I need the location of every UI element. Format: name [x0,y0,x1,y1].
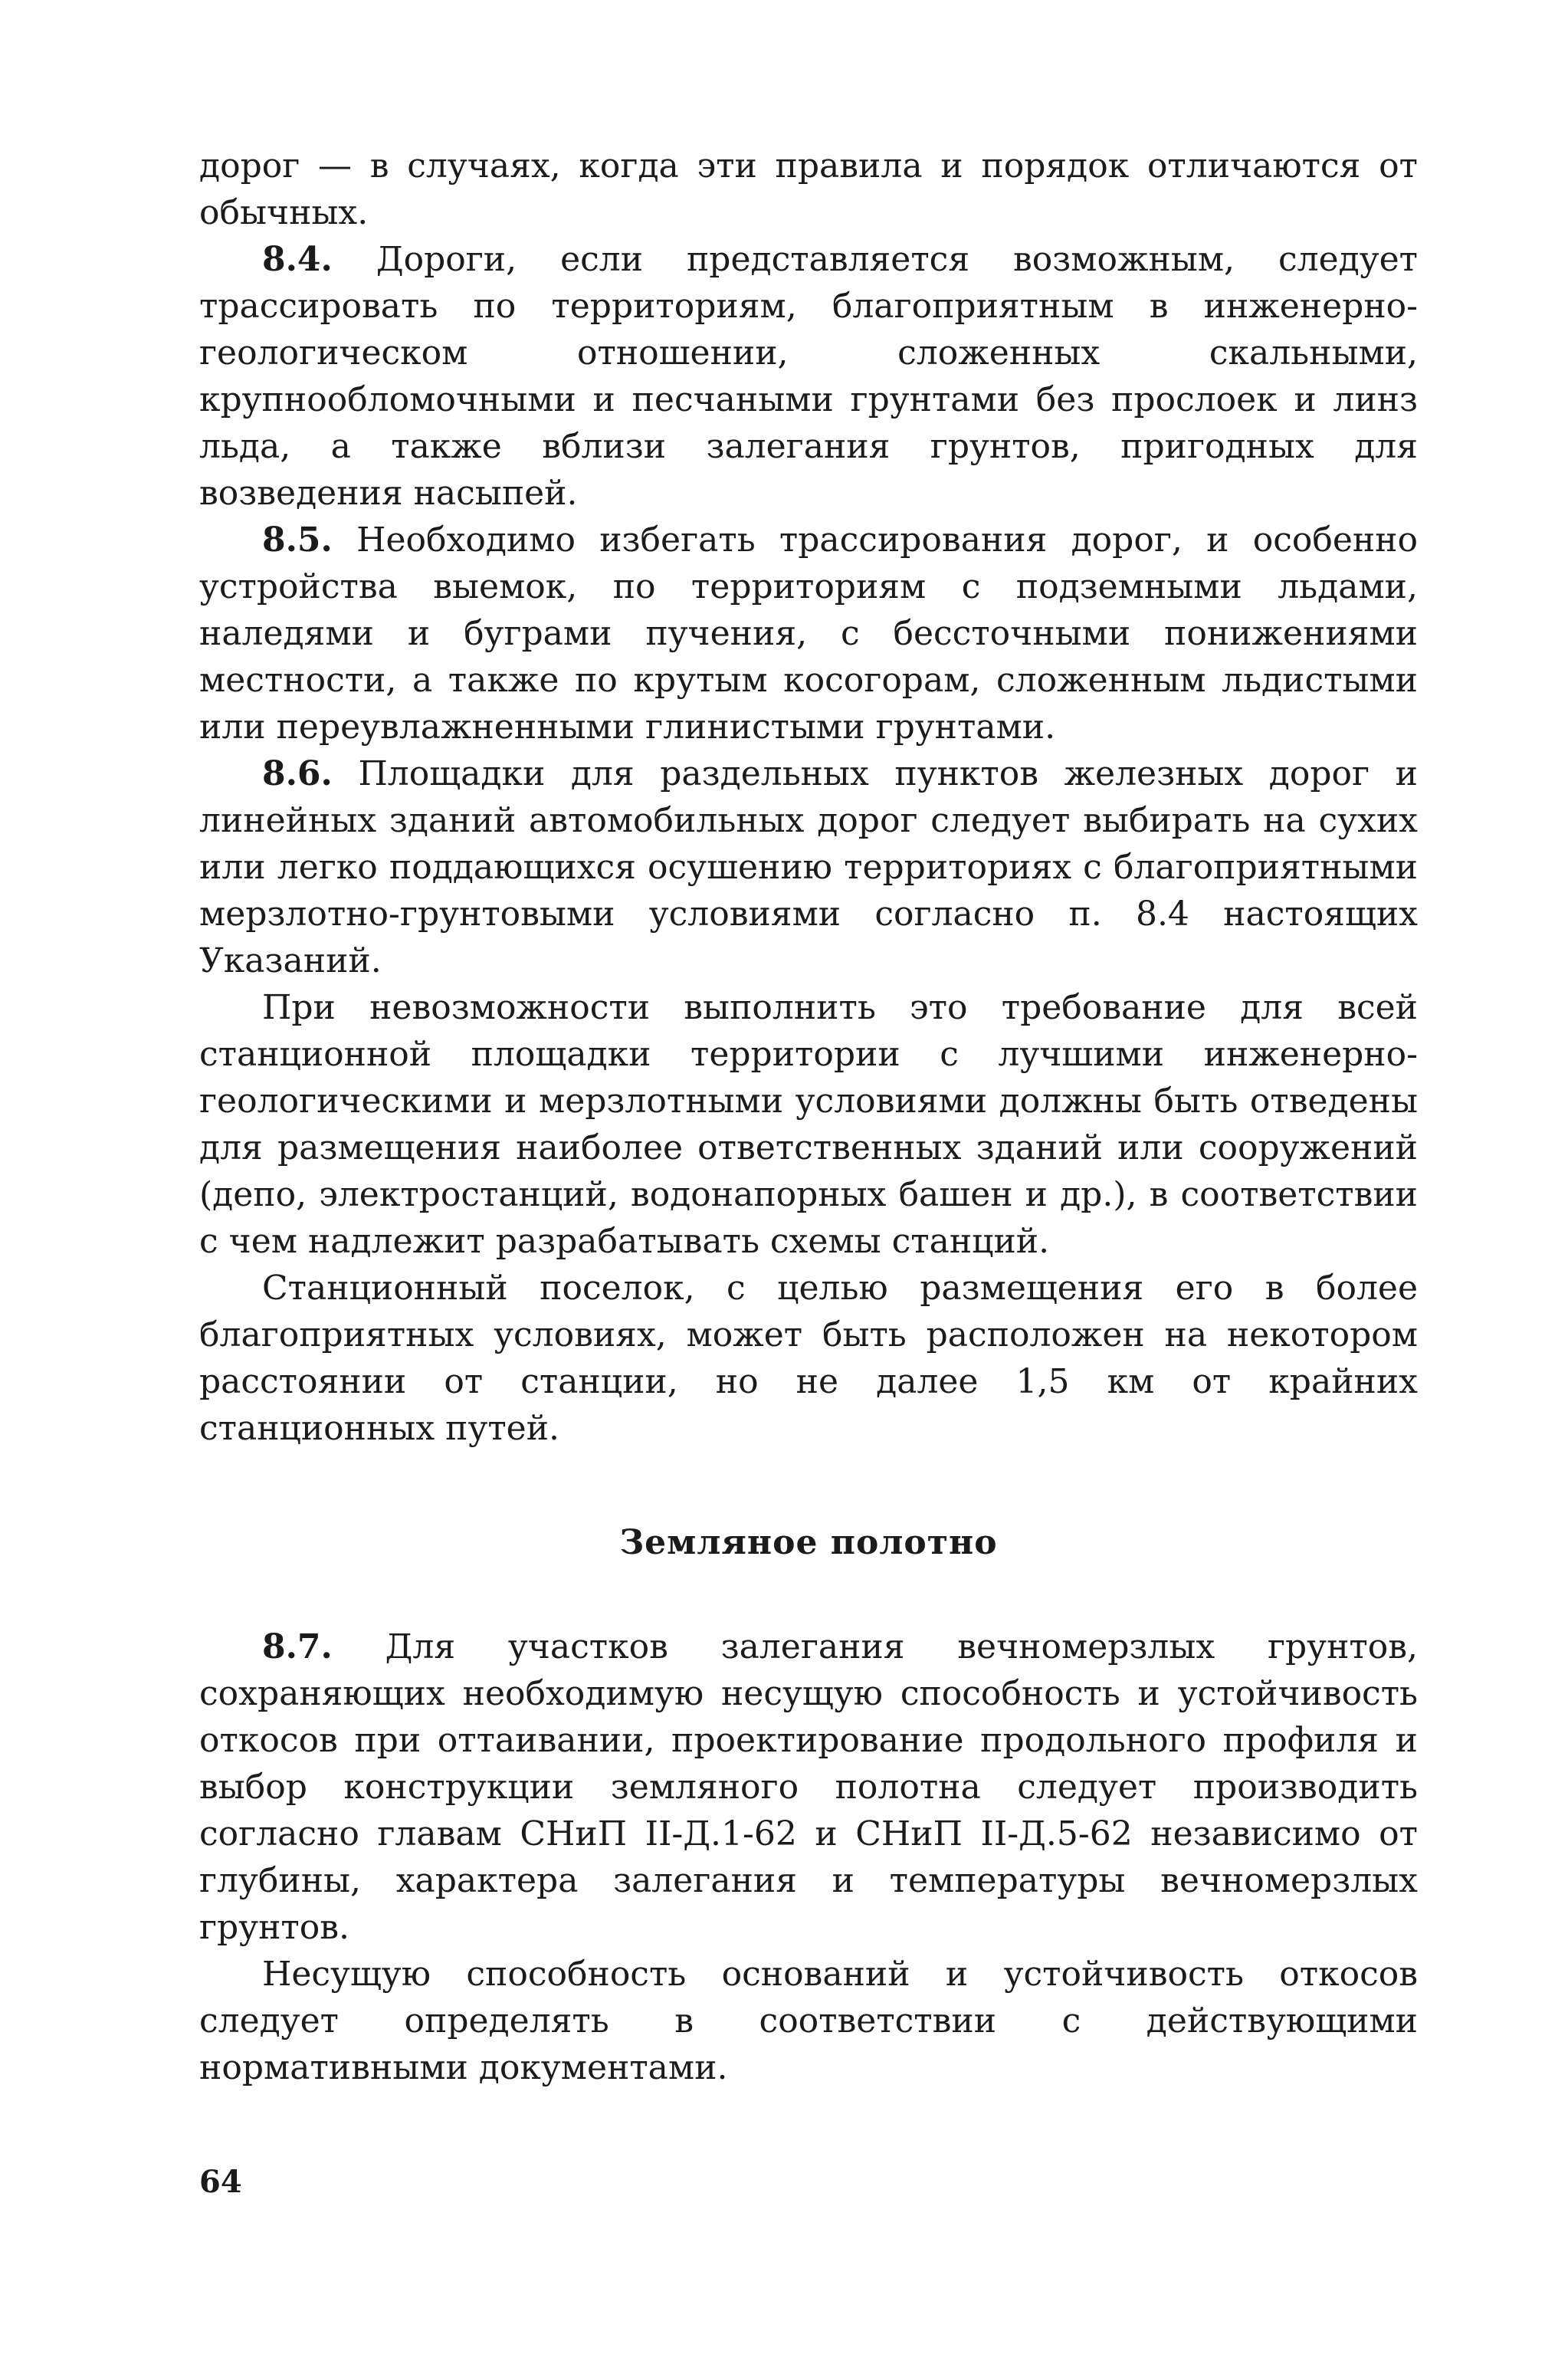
clause-number: 8.7. [262,1627,333,1666]
document-page [199,143,1418,2091]
paragraph-bearing-capacity [199,1951,1418,2091]
paragraph-text: дорог — в случаях, когда эти правила и порядок отличаются от обычных. [199,146,1418,232]
paragraph-text: Площадки для раздельных пунктов железных дорог и линейных зданий автомобильных дорог следует выбирать на сухих или легко поддающихся осушению территориях с благоприятными мерзлотно-грунтовыми условиями согласно п. 8.4 настоящих Указаний. [199,754,1418,980]
clause-number: 8.5. [262,520,333,560]
paragraph-8-5 [199,517,1418,750]
paragraph-continuation [199,143,1418,236]
clause-number: 8.4. [262,240,333,279]
paragraph-8-6 [199,750,1418,984]
paragraph-text: Необходимо избегать трассирования дорог, и особенно устройства выемок, по территориям с подземными льдами, наледями и буграми пучения, с бессточными понижениями местности, а также по крутым косогорам, сложенным льдистыми или переувлажненными глинистыми грунтами. [199,520,1418,747]
paragraph-text: Несущую способность оснований и устойчивость откосов следует определять в соответствии с действующими нормативными документами. [199,1955,1418,2087]
paragraph-text: При невозможности выполнить это требование для всей станционной площадки территории с лучшими инженерно-геологическими и мерзлотными условиями должны быть отведены для размещения наиболее ответственных зданий или сооружений (депо, электростанций, водонапорных башен и др.), в соответствии с чем надлежит разрабатывать схемы станций. [199,988,1418,1261]
section-heading: Земляное полотно [619,1523,998,1562]
paragraph-text: Станционный поселок, с целью размещения его в более благоприятных условиях, может быть расположен на некотором расстоянии от станции, но не далее 1,5 км от крайних станционных путей. [199,1269,1418,1448]
paragraph-8-7 [199,1624,1418,1951]
paragraph-station-settlement [199,1265,1418,1452]
paragraph-text: Для участков залегания вечномерзлых грунтов, сохраняющих необходимую несущую способность и устойчивость откосов при оттаивании, проектирование продольного профиля и выбор конструкции земляного полотна следует производить согласно главам СНиП II-Д.1-62 и СНиП II-Д.5-62 независимо от глубины, характера залегания и температуры вечномерзлых грунтов. [199,1627,1418,1947]
paragraph-text: Дороги, если представляется возможным, следует трассировать по территориям, благоприятным в инженерно-геологическом отношении, сложенных скальными, крупнообломочными и песчаными грунтами без прослоек и линз льда, а также вблизи залегания грунтов, пригодных для возведения насыпей. [199,240,1418,513]
paragraph-8-4 [199,236,1418,517]
clause-number: 8.6. [262,754,333,793]
page-number: 64 [199,2164,242,2200]
paragraph-station-requirement [199,984,1418,1265]
